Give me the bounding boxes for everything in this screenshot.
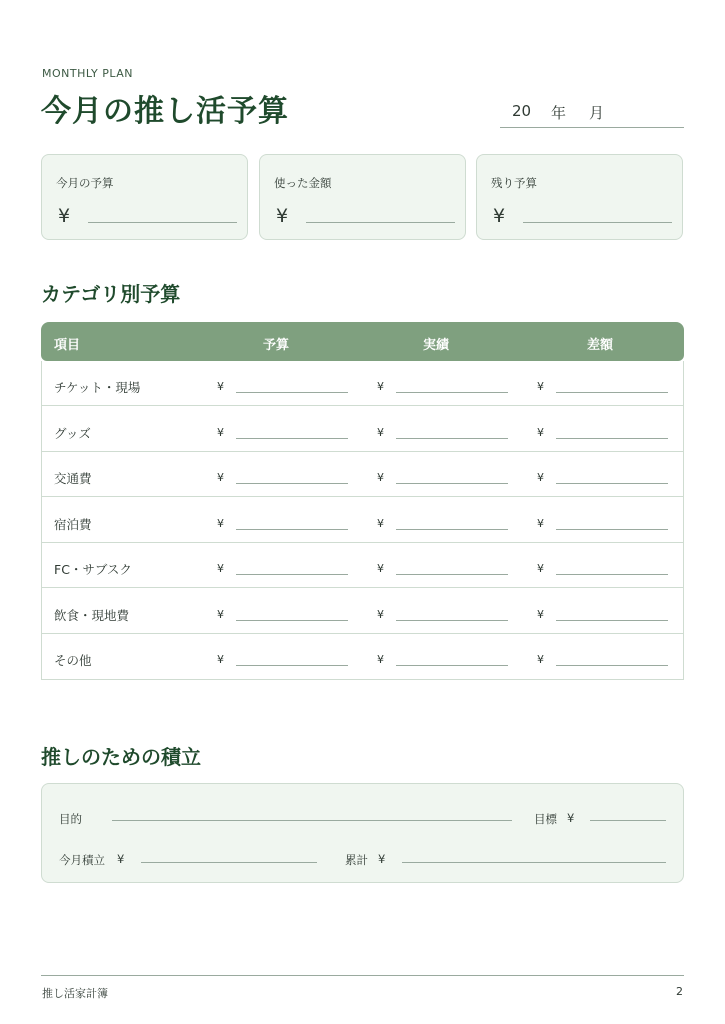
column-header-actual: 実績 bbox=[423, 338, 450, 353]
row-item-label: その他 bbox=[54, 653, 92, 668]
yen-symbol: ¥ bbox=[537, 380, 544, 393]
yen-symbol: ¥ bbox=[537, 653, 544, 666]
difference-amount-field[interactable] bbox=[556, 620, 668, 621]
row-item-label: 交通費 bbox=[54, 471, 92, 486]
goal-label: 目標 bbox=[534, 812, 557, 826]
spent-amount-field[interactable] bbox=[306, 222, 455, 223]
table-row bbox=[42, 361, 683, 406]
date-month-unit: 月 bbox=[589, 104, 605, 122]
budget-amount-field[interactable] bbox=[236, 392, 348, 393]
date-year-unit: 年 bbox=[551, 104, 567, 122]
difference-amount-field[interactable] bbox=[556, 392, 668, 393]
purpose-label: 目的 bbox=[59, 812, 82, 826]
yen-symbol: ¥ bbox=[377, 562, 384, 575]
table-row bbox=[42, 543, 683, 588]
difference-amount-field[interactable] bbox=[556, 529, 668, 530]
budget-amount-field[interactable] bbox=[236, 665, 348, 666]
difference-amount-field[interactable] bbox=[556, 483, 668, 484]
monthly-savings-label: 今月積立 bbox=[59, 853, 105, 867]
yen-symbol: ¥ bbox=[537, 562, 544, 575]
difference-amount-field[interactable] bbox=[556, 574, 668, 575]
yen-symbol: ¥ bbox=[117, 852, 125, 866]
actual-amount-field[interactable] bbox=[396, 483, 508, 484]
budget-amount-field[interactable] bbox=[236, 529, 348, 530]
total-label: 累計 bbox=[345, 853, 368, 867]
actual-amount-field[interactable] bbox=[396, 392, 508, 393]
yen-symbol: ¥ bbox=[537, 471, 544, 484]
yen-symbol: ¥ bbox=[377, 653, 384, 666]
column-header-difference: 差額 bbox=[587, 338, 614, 353]
actual-amount-field[interactable] bbox=[396, 529, 508, 530]
yen-symbol: ¥ bbox=[537, 425, 544, 439]
yen-symbol: ¥ bbox=[377, 516, 384, 530]
budget-amount-field[interactable] bbox=[88, 222, 237, 223]
category-table bbox=[41, 361, 684, 680]
category-table-header bbox=[41, 322, 684, 361]
yen-symbol: ¥ bbox=[567, 811, 575, 825]
budget-amount-field[interactable] bbox=[236, 620, 348, 621]
actual-amount-field[interactable] bbox=[396, 665, 508, 666]
yen-symbol: ¥ bbox=[276, 205, 289, 227]
yen-symbol: ¥ bbox=[493, 205, 506, 227]
yen-symbol: ¥ bbox=[377, 380, 384, 393]
table-row bbox=[42, 589, 683, 634]
actual-amount-field[interactable] bbox=[396, 574, 508, 575]
savings-section-title: 推しのための積立 bbox=[41, 745, 201, 769]
yen-symbol: ¥ bbox=[217, 516, 224, 530]
summary-card-budget bbox=[41, 154, 248, 240]
table-row bbox=[42, 498, 683, 543]
summary-card-remaining bbox=[476, 154, 683, 240]
row-item-label: チケット・現場 bbox=[54, 380, 141, 395]
yen-symbol: ¥ bbox=[217, 562, 224, 575]
footer-title: 推し活家計簿 bbox=[42, 987, 108, 1000]
footer-divider bbox=[41, 975, 684, 976]
savings-box bbox=[41, 783, 684, 883]
date-field[interactable] bbox=[500, 100, 684, 128]
yen-symbol: ¥ bbox=[217, 607, 224, 621]
yen-symbol: ¥ bbox=[377, 425, 384, 439]
row-item-label: 飲食・現地費 bbox=[54, 607, 130, 623]
table-row bbox=[42, 407, 683, 452]
yen-symbol: ¥ bbox=[217, 380, 224, 393]
summary-label: 今月の予算 bbox=[56, 176, 114, 190]
column-header-budget: 予算 bbox=[263, 338, 290, 353]
summary-label: 残り予算 bbox=[491, 176, 537, 190]
yen-symbol: ¥ bbox=[217, 425, 224, 439]
budget-amount-field[interactable] bbox=[236, 483, 348, 484]
yen-symbol: ¥ bbox=[377, 471, 384, 484]
summary-label: 使った金額 bbox=[274, 176, 332, 190]
goal-amount-field[interactable] bbox=[590, 820, 666, 821]
yen-symbol: ¥ bbox=[217, 471, 224, 484]
table-row bbox=[42, 634, 683, 679]
yen-symbol: ¥ bbox=[537, 607, 544, 621]
page-number: 2 bbox=[676, 985, 683, 998]
actual-amount-field[interactable] bbox=[396, 620, 508, 621]
difference-amount-field[interactable] bbox=[556, 665, 668, 666]
row-item-label: 宿泊費 bbox=[54, 516, 92, 532]
row-item-label: FC・サブスク bbox=[54, 562, 132, 577]
category-section-title: カテゴリ別予算 bbox=[41, 282, 181, 306]
page-title: 今月の推し活予算 bbox=[41, 94, 289, 129]
remaining-amount-field[interactable] bbox=[523, 222, 672, 223]
summary-card-spent bbox=[259, 154, 466, 240]
section-eyebrow: MONTHLY PLAN bbox=[42, 67, 134, 80]
row-item-label: グッズ bbox=[54, 425, 91, 441]
yen-symbol: ¥ bbox=[58, 205, 71, 227]
monthly-savings-field[interactable] bbox=[141, 862, 317, 863]
yen-symbol: ¥ bbox=[377, 607, 384, 621]
actual-amount-field[interactable] bbox=[396, 438, 508, 439]
budget-amount-field[interactable] bbox=[236, 574, 348, 575]
date-year-prefix: 20 bbox=[512, 102, 532, 120]
yen-symbol: ¥ bbox=[378, 852, 386, 866]
budget-amount-field[interactable] bbox=[236, 438, 348, 439]
yen-symbol: ¥ bbox=[537, 516, 544, 530]
yen-symbol: ¥ bbox=[217, 653, 224, 666]
column-header-item: 項目 bbox=[54, 338, 81, 353]
difference-amount-field[interactable] bbox=[556, 438, 668, 439]
table-row bbox=[42, 452, 683, 497]
purpose-field[interactable] bbox=[112, 820, 512, 821]
total-savings-field[interactable] bbox=[402, 862, 666, 863]
